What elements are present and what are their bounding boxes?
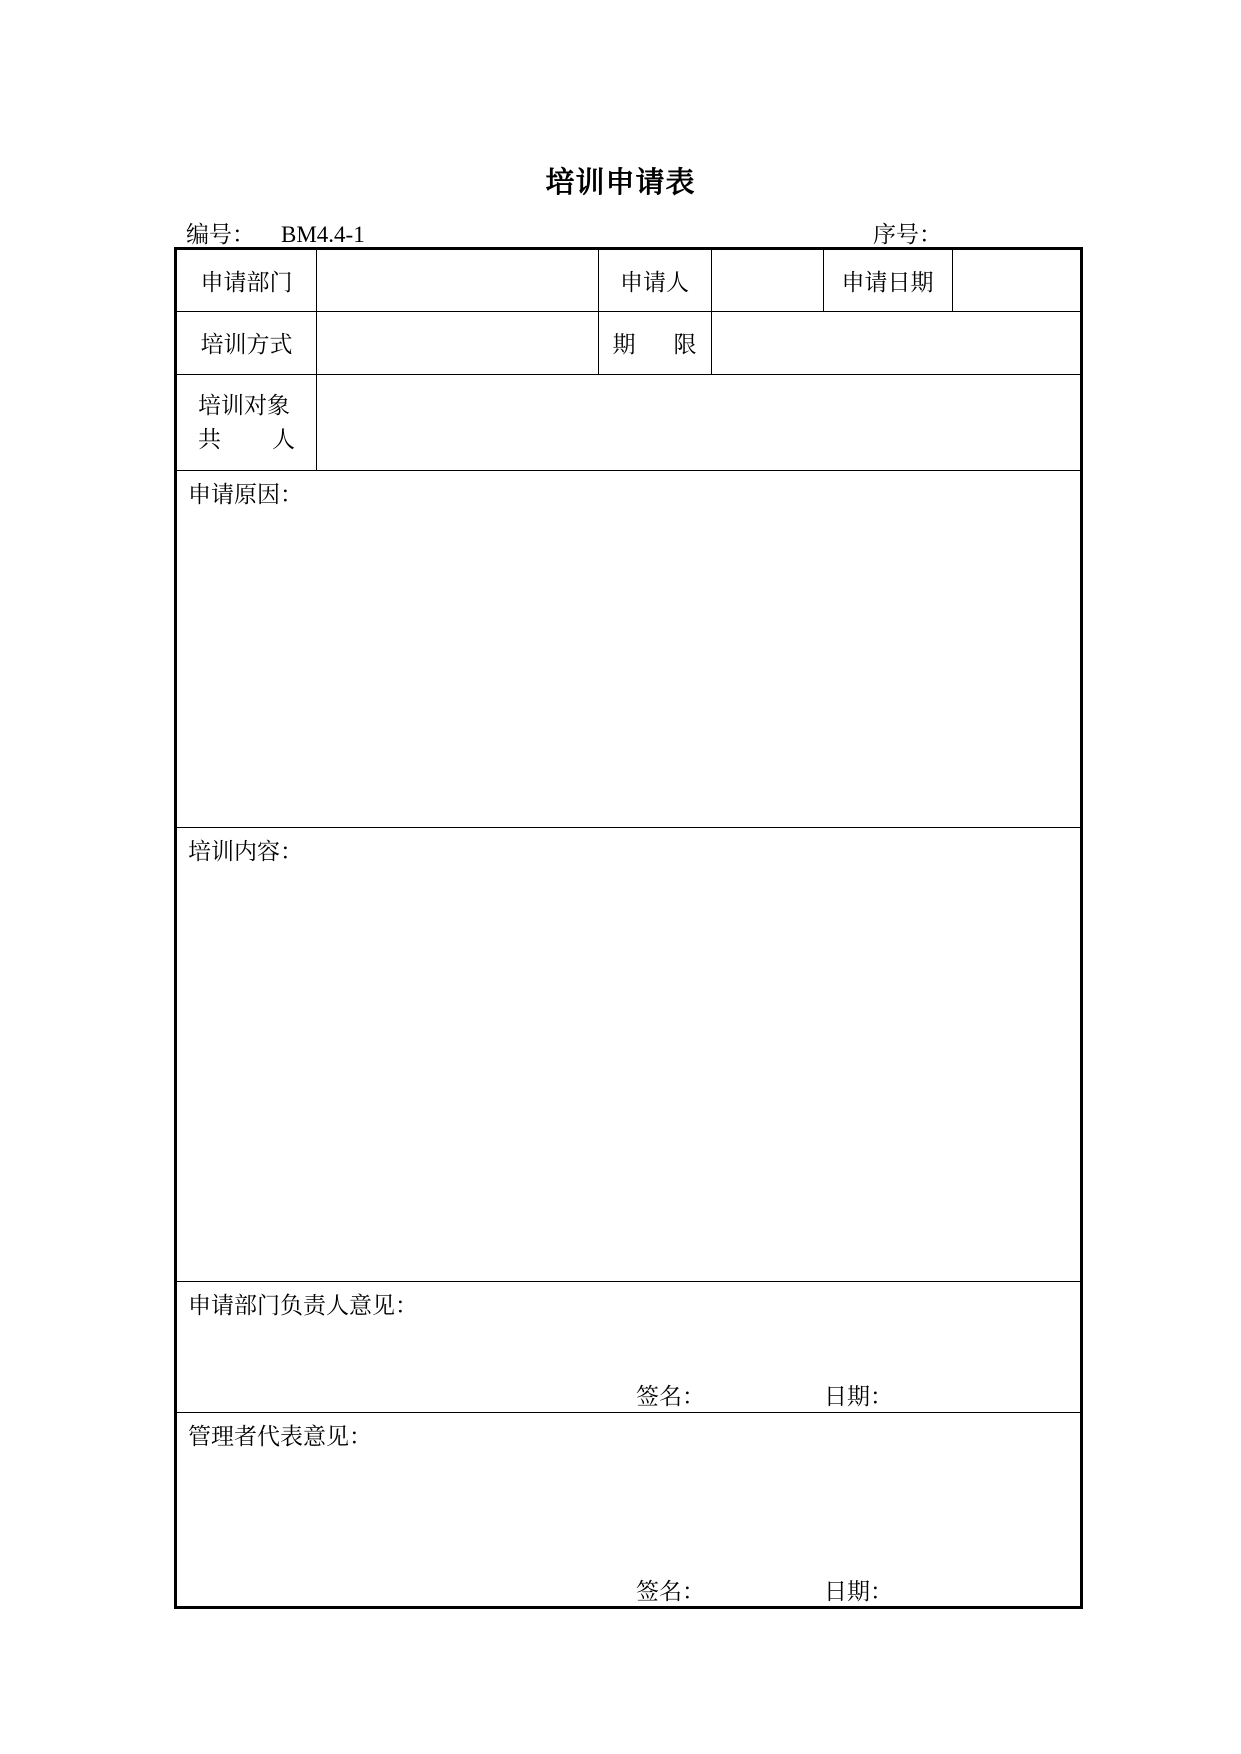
application-form-table	[174, 247, 1083, 1609]
total-count-suffix: 人	[272, 427, 295, 453]
training-target-field[interactable]	[318, 374, 1080, 470]
row-divider	[177, 470, 1080, 471]
training-target-label	[198, 389, 295, 457]
form-title: 培训申请表	[545, 165, 696, 199]
department-head-opinion-label: 申请部门负责人意见：	[188, 1293, 418, 1319]
application-reason-label: 申请原因：	[188, 482, 303, 508]
period-label-char-1: 期	[612, 332, 636, 358]
training-method-label: 培训方式	[200, 332, 293, 358]
department-head-signature-label: 签名：	[636, 1384, 705, 1410]
form-code	[186, 216, 365, 249]
training-method-field[interactable]	[318, 311, 598, 374]
applicant-label: 申请人	[620, 270, 689, 296]
applying-department-field[interactable]	[318, 250, 598, 311]
total-count-prefix: 共	[198, 427, 221, 453]
column-divider	[316, 250, 317, 470]
application-date-label: 申请日期	[841, 270, 934, 296]
column-divider	[711, 250, 712, 374]
period-field[interactable]	[713, 311, 1080, 374]
training-target-label-text: 培训对象	[198, 393, 290, 419]
serial-number	[873, 216, 942, 249]
training-content-label: 培训内容：	[188, 839, 303, 865]
row-divider	[177, 1281, 1080, 1282]
management-representative-opinion-label: 管理者代表意见：	[188, 1424, 372, 1450]
management-representative-signature-label: 签名：	[636, 1579, 705, 1605]
row-divider	[177, 827, 1080, 828]
form-code-value: BM4.4-1	[281, 222, 365, 247]
applying-department-label: 申请部门	[200, 270, 293, 296]
period-label-char-2: 限	[673, 332, 697, 358]
row-divider	[177, 1412, 1080, 1413]
serial-number-label: 序号：	[873, 222, 942, 248]
applicant-field[interactable]	[713, 250, 823, 311]
total-count-label	[198, 423, 295, 457]
column-divider	[952, 250, 953, 311]
application-date-field[interactable]	[954, 250, 1080, 311]
form-code-label: 编号：	[186, 222, 255, 248]
management-representative-date-label: 日期：	[824, 1579, 893, 1605]
department-head-date-label: 日期：	[824, 1384, 893, 1410]
period-label	[598, 311, 711, 374]
